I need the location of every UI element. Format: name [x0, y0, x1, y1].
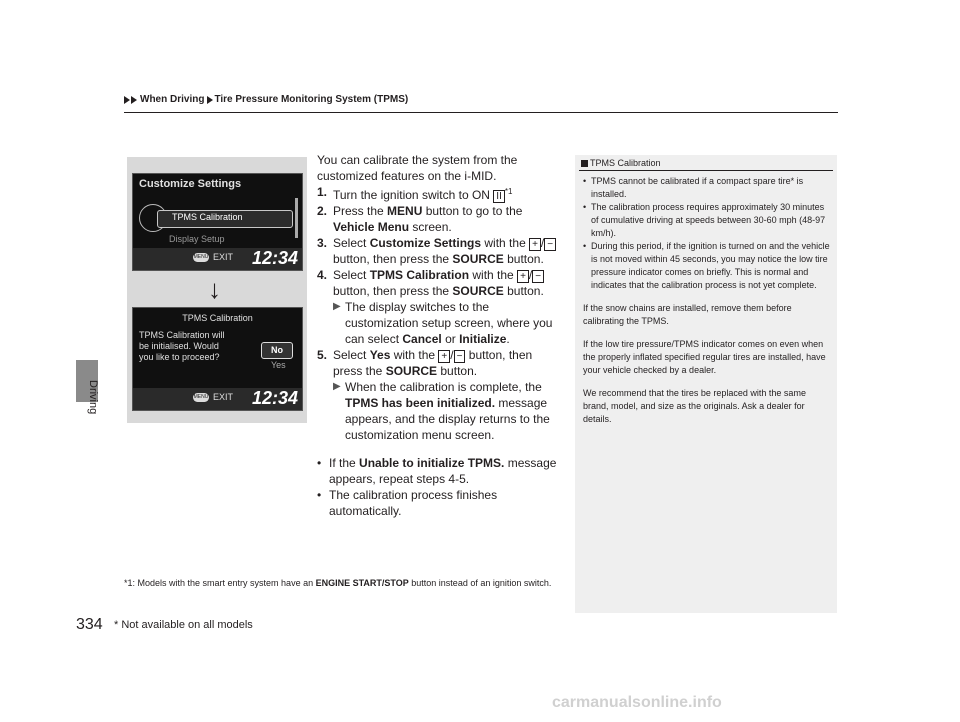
down-arrow-icon: ↓ [208, 274, 221, 304]
clock: 12:34 [251, 248, 298, 268]
note-marker-icon [581, 160, 588, 167]
result-arrow-icon: ▶ [333, 301, 341, 312]
side-note [575, 155, 837, 613]
scrollbar [295, 198, 298, 238]
triangle-icon [207, 96, 213, 104]
intro-text: You can calibrate the system from the customized features on the i-MID. [317, 153, 518, 183]
side-note-rule [579, 170, 833, 171]
menu-button-icon: MENU [193, 254, 209, 260]
side-paragraph: We recommend that the tires be replaced with the same brand, model, and size as the originals. Ask a dealer for details. [583, 388, 806, 424]
plus-icon: + [438, 350, 450, 363]
side-bullet: • TPMS cannot be calibrated if a compact spare tire* is installed. [583, 176, 804, 199]
triangle-icon [131, 96, 137, 104]
main-content [317, 152, 562, 519]
triangle-icon [124, 96, 130, 104]
side-bullet: • The calibration process requires approximately 30 minutes of cumulative driving at speeds between 30-60 mph (48-97 km/h). [583, 202, 826, 238]
step-5-result: ▶ When the calibration is complete, the TPMS has been initialized. message appears, and the display returns to the customization menu screen. [333, 380, 550, 442]
plus-icon: + [517, 270, 529, 283]
watermark: carmanualsonline.info [552, 694, 722, 711]
side-bullet: • During this period, if the ignition is turned on and the vehicle is not moved within 45 seconds, you may notice the low tire pressure indicator comes on briefly. This is normal and indicates that the calibration process is not yet complete. [583, 241, 830, 290]
breadcrumb [124, 94, 408, 105]
breadcrumb-item[interactable]: When Driving [140, 94, 205, 105]
step-5: 5. Select Yes with the + / − button, then press the SOURCE button. [317, 348, 533, 378]
exit-label: EXIT [213, 252, 234, 262]
exit-bar [133, 388, 302, 410]
minus-icon: − [454, 350, 466, 363]
minus-icon: − [532, 270, 544, 283]
section-tab-label: Driving [87, 380, 99, 415]
step-4-result: ▶ The display switches to the customization setup screen, where you can select Cancel or Initialize. [333, 300, 553, 346]
availability-note: * Not available on all models [114, 619, 253, 631]
no-option: No [261, 342, 293, 359]
header-rule [124, 112, 838, 113]
step-3: 3. Select Customize Settings with the + / − button, then press the SOURCE button. [317, 235, 562, 267]
screen-customize-settings [132, 173, 303, 271]
minus-icon: − [544, 238, 556, 251]
page-number: 334 [76, 616, 103, 633]
highlighted-item-label: TPMS Calibration [172, 212, 243, 222]
menu-item: Display Setup [169, 234, 225, 244]
plus-icon: + [529, 238, 541, 251]
side-paragraph: If the snow chains are installed, remove them before calibrating the TPMS. [583, 303, 792, 326]
side-paragraph: If the low tire pressure/TPMS indicator comes on even when the properly inflated specified regular tires are installed, have your vehicle checked by a dealer. [583, 339, 826, 375]
yes-option: Yes [271, 360, 286, 370]
screen-message: TPMS Calibration will be initialised. Would you like to proceed? [139, 330, 225, 362]
footnote: *1: Models with the smart entry system have an ENGINE START/STOP button instead of an ignition switch. [124, 578, 552, 588]
result-arrow-icon: ▶ [333, 381, 341, 392]
screen-title: Customize Settings [139, 178, 242, 190]
screen-tpms-calibration [132, 307, 303, 411]
exit-label: EXIT [213, 392, 234, 402]
step-2: 2. Press the MENU button to go to the Vehicle Menu screen. [317, 204, 523, 234]
highlighted-item [157, 210, 293, 228]
step-1: 1. Turn the ignition switch to ON II $^{*1}$ [317, 185, 513, 202]
bullet-item: • If the Unable to initialize TPMS. message appears, repeat steps 4-5. [317, 456, 557, 486]
menu-button-icon: MENU [193, 394, 209, 400]
clock: 12:34 [251, 388, 298, 408]
side-note-body [583, 175, 831, 426]
ignition-key-icon: II [493, 190, 505, 203]
screen-title: TPMS Calibration [182, 313, 253, 323]
breadcrumb-item[interactable]: Tire Pressure Monitoring System (TPMS) [214, 94, 409, 105]
exit-bar [133, 248, 302, 270]
bullet-item: • The calibration process finishes automatically. [317, 488, 498, 518]
side-note-heading: TPMS Calibration [581, 158, 661, 168]
step-4: 4. Select TPMS Calibration with the + / − button, then press the SOURCE button. [317, 268, 544, 298]
